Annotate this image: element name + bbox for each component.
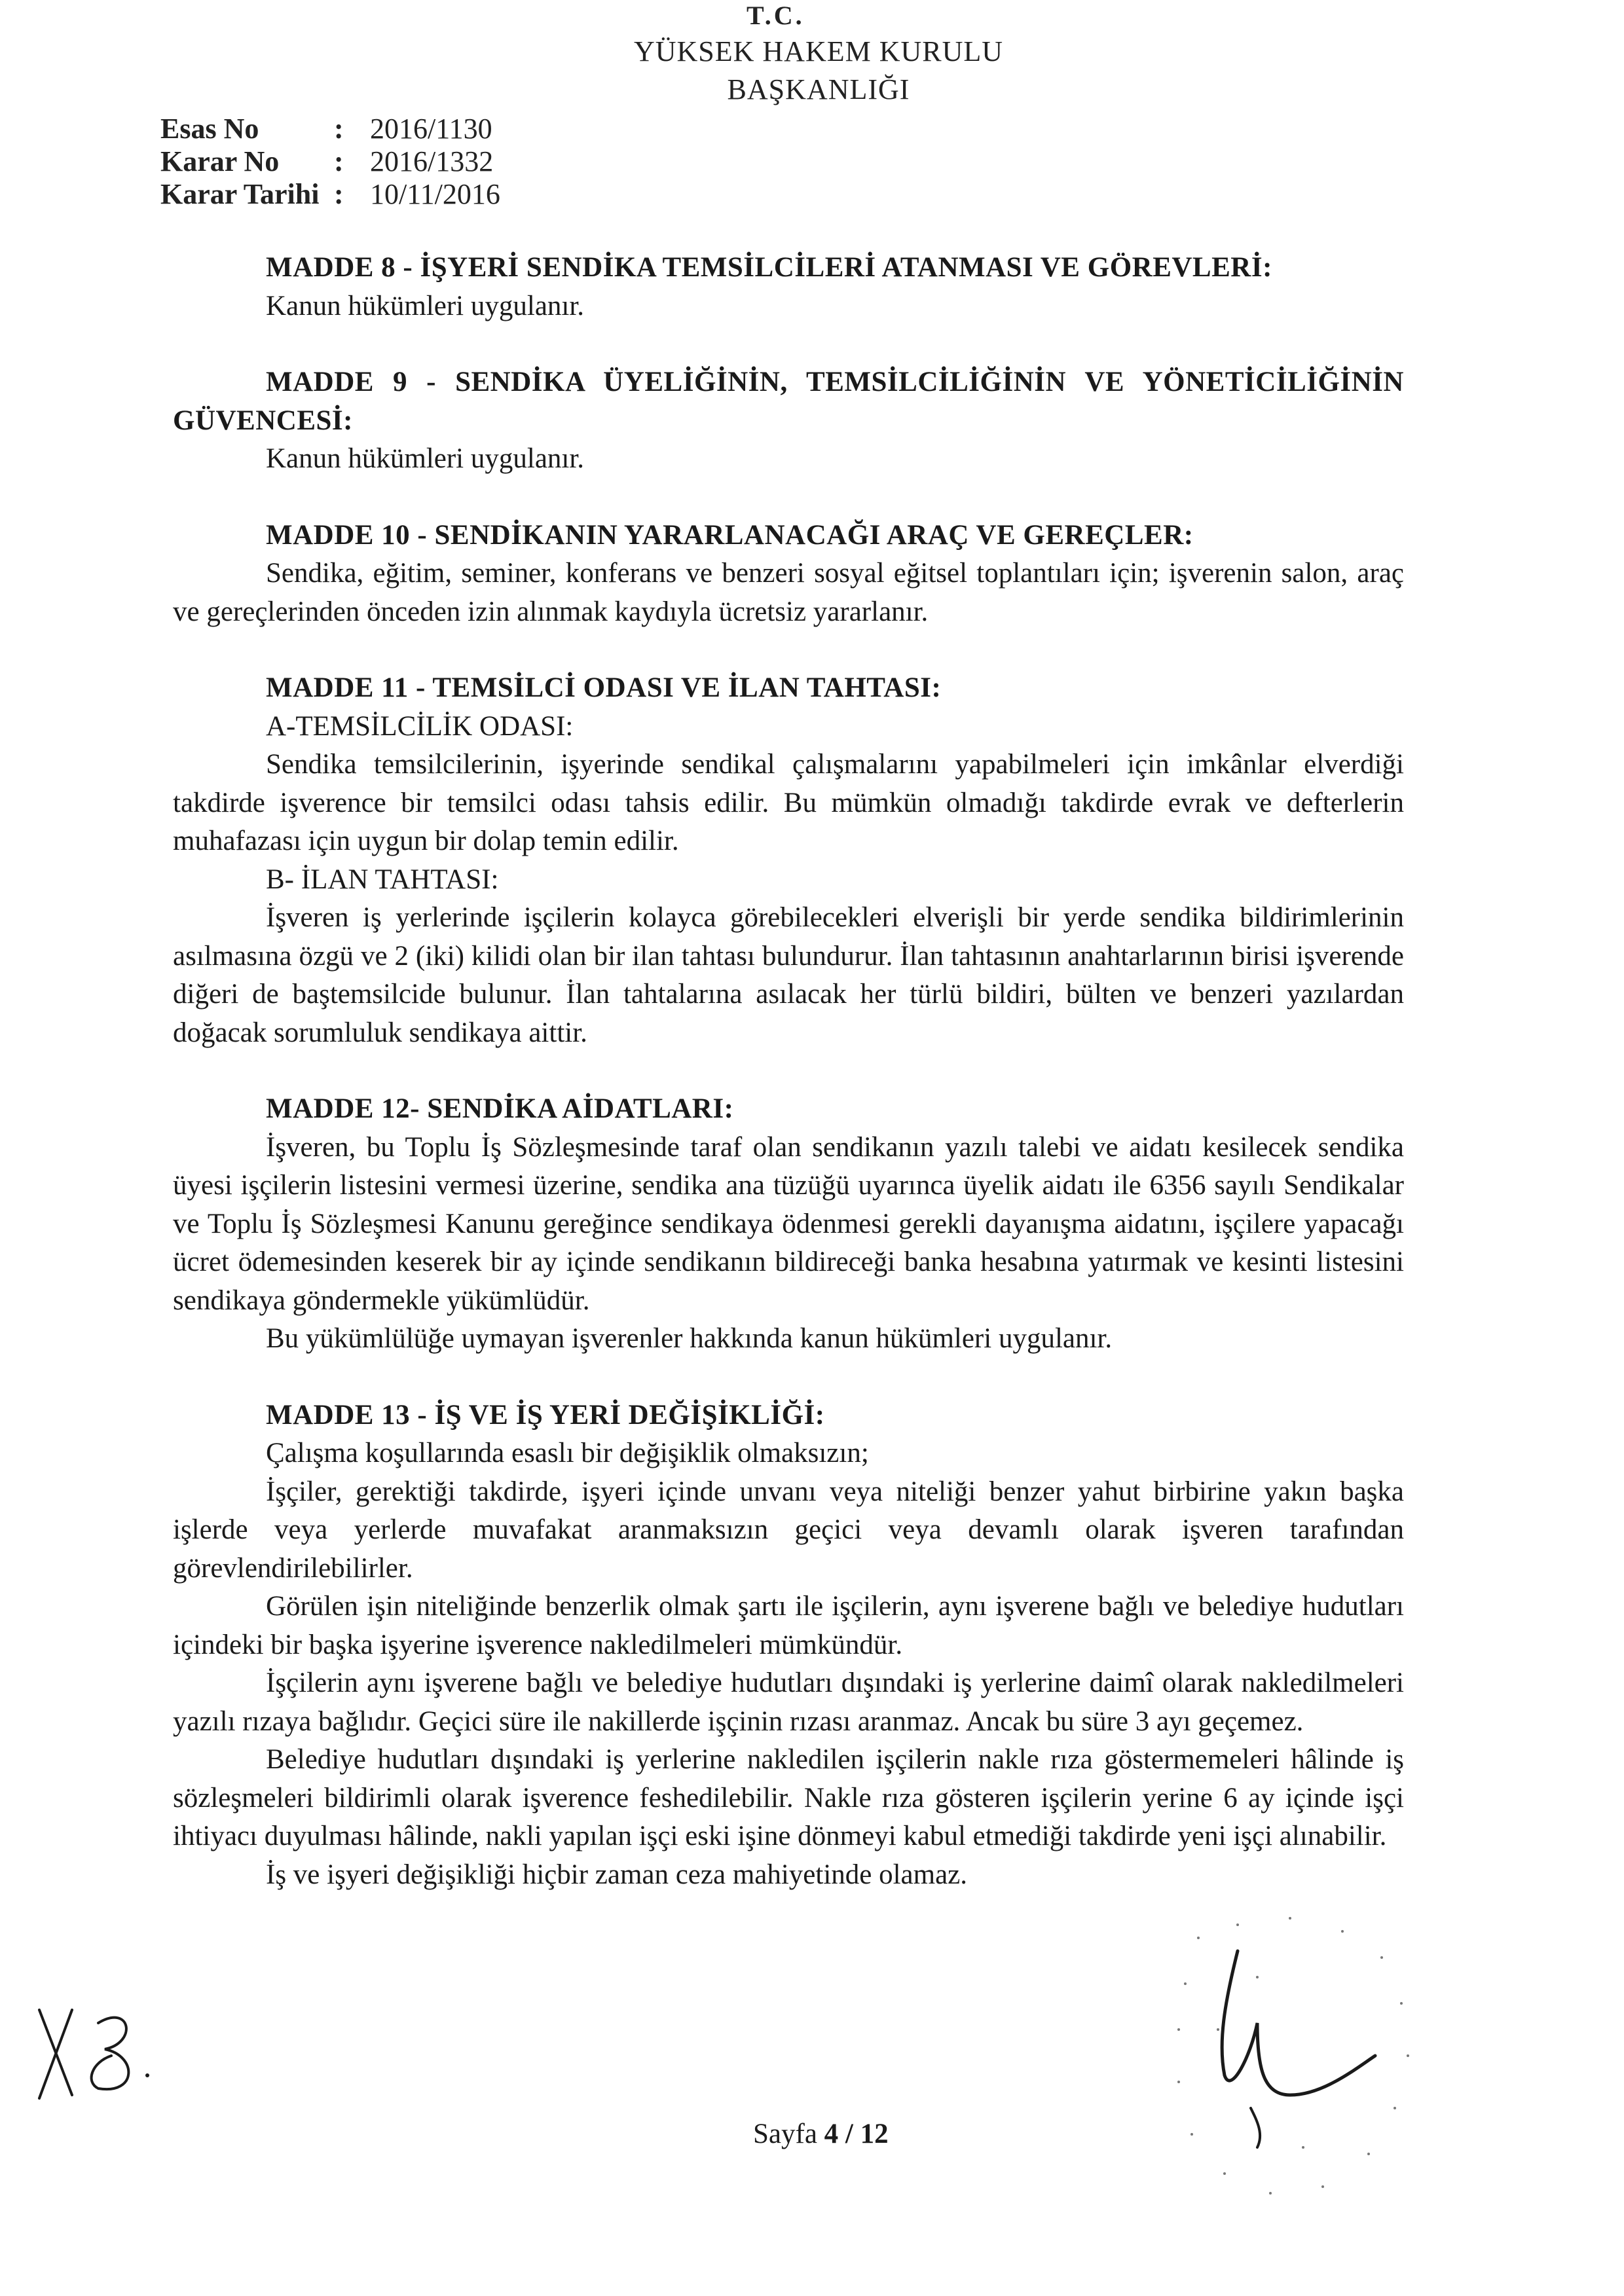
- article-9: [173, 363, 1404, 479]
- article-13: [173, 1396, 1404, 1895]
- top-mark: T.C.: [747, 1, 805, 30]
- document-body: [173, 249, 1404, 1894]
- article-heading: MADDE 12- SENDİKA AİDATLARI:: [266, 1093, 734, 1124]
- meta-value: 2016/1332: [370, 145, 494, 177]
- article-paragraph: Çalışma koşullarında esaslı bir değişiklik olmaksızın;: [266, 1438, 869, 1468]
- section-spacer: [173, 325, 1404, 363]
- meta-value: 10/11/2016: [370, 178, 500, 210]
- section-spacer: [173, 1358, 1404, 1396]
- meta-row-karar: [160, 145, 500, 178]
- page-number: [753, 2118, 889, 2150]
- article-paragraph: Sendika temsilcilerinin, işyerinde sendikal çalışmalarını yapabilmeleri için imkânlar elverdiği takdirde işverence bir temsilci odası tahsis edilir. Bu mümkün olmadığı takdirde evrak ve defterlerin muhafazası için uygun bir dolap temin edilir.: [173, 749, 1404, 856]
- article-paragraph: Görülen işin niteliğinde benzerlik olmak şartı ile işçilerin, aynı işverene bağlı ve belediye hudutları içindeki bir başka işyerine işverence nakledilmeleri mümkündür.: [173, 1591, 1404, 1660]
- page-current: 4: [824, 2119, 839, 2149]
- article-heading: MADDE 13 - İŞ VE İŞ YERİ DEĞİŞİKLİĞİ:: [266, 1399, 825, 1430]
- article-12: [173, 1090, 1404, 1358]
- article-paragraph: İşçiler, gerektiği takdirde, işyeri içinde unvanı veya niteliği benzer yahut birbirine yakın başka işlerde veya yerlerde muvafakat aranmaksızın geçici veya devamlı olarak işveren tarafından görevlendirilebilirler.: [173, 1476, 1404, 1584]
- subsection-title-a: A-TEMSİLCİLİK ODASI:: [266, 710, 574, 742]
- article-10: [173, 517, 1404, 632]
- article-paragraph: Sendika, eğitim, seminer, konferans ve benzeri sosyal eğitsel toplantıları için; işverenin salon, araç ve gereçlerinden önceden izin alınmak kaydıyla ücretsiz yararlanır.: [173, 558, 1404, 627]
- meta-separator: :: [334, 113, 344, 145]
- meta-value: 2016/1130: [370, 113, 492, 145]
- article-paragraph: İşçilerin aynı işverene bağlı ve belediye hudutları dışındaki iş yerlerine daimî olarak nakledilmeleri yazılı rızaya bağlıdır. Geçici süre ile nakillerde işçinin rızası aranmaz. Ancak bu süre 3 ayı geçemez.: [173, 1667, 1404, 1737]
- handwritten-initials-icon: [26, 1984, 157, 2115]
- page-separator: /: [845, 2119, 853, 2149]
- meta-separator: :: [334, 178, 344, 210]
- article-paragraph: Kanun hükümleri uygulanır.: [266, 290, 585, 321]
- article-paragraph: Belediye hudutları dışındaki iş yerlerine nakledilen işçilerin nakle rıza göstermemeleri hâlinde iş sözleşmeleri bildirimli olarak işverence feshedilebilir. Nakle rıza gösteren işçilerin yerine 6 ay içinde işçi ihtiyacı duyulması hâlinde, nakli yapılan işçi eski işine dönmeyi kabul etmediği takdirde yeni işçi alınabilir.: [173, 1744, 1404, 1851]
- article-paragraph: İşveren iş yerlerinde işçilerin kolayca görebilecekleri elverişli bir yerde sendika bildirimlerinin asılmasına özgü ve 2 (iki) kilidi olan bir ilan tahtası bulundurur. İlan tahtasının anahtarlarının birisi işverende diğeri de baştemsilcide bulunur. İlan tahtalarına asılacak her türlü bildiri, bülten ve benzeri yazılardan doğacak sorumluluk sendikaya aittir.: [173, 902, 1404, 1048]
- page-prefix: Sayfa: [753, 2119, 817, 2149]
- section-spacer: [173, 631, 1404, 669]
- meta-label: Karar No: [160, 145, 280, 177]
- article-heading: MADDE 9 - SENDİKA ÜYELİĞİNİN, TEMSİLCİLİĞİNİN VE YÖNETİCİLİĞİNİN GÜVENCESİ:: [173, 367, 1404, 436]
- section-spacer: [173, 1052, 1404, 1090]
- meta-separator: :: [334, 145, 344, 177]
- article-11: [173, 669, 1404, 1052]
- signature-with-seal-icon: [1159, 1899, 1421, 2226]
- meta-row-karar-tarihi: [160, 178, 500, 211]
- page-total: 12: [860, 2119, 889, 2149]
- article-paragraph: İş ve işyeri değişikliği hiçbir zaman ceza mahiyetinde olamaz.: [266, 1859, 968, 1890]
- article-heading: MADDE 10 - SENDİKANIN YARARLANACAĞI ARAÇ VE GEREÇLER:: [266, 519, 1194, 551]
- case-metadata: [160, 113, 500, 211]
- meta-label: Karar Tarihi: [160, 178, 320, 210]
- article-heading: MADDE 8 - İŞYERİ SENDİKA TEMSİLCİLERİ ATANMASI VE GÖREVLERİ:: [266, 252, 1272, 283]
- article-heading: MADDE 11 - TEMSİLCİ ODASI VE İLAN TAHTASI:: [266, 672, 942, 703]
- institution-header: [458, 33, 1179, 109]
- article-8: [173, 249, 1404, 325]
- article-paragraph: Kanun hükümleri uygulanır.: [266, 443, 585, 474]
- article-paragraph: Bu yükümlülüğe uymayan işverenler hakkında kanun hükümleri uygulanır.: [266, 1323, 1113, 1354]
- institution-line-2: BAŞKANLIĞI: [727, 73, 910, 105]
- institution-line-1: YÜKSEK HAKEM KURULU: [633, 35, 1004, 67]
- section-spacer: [173, 479, 1404, 517]
- meta-label: Esas No: [160, 113, 259, 145]
- article-paragraph: İşveren, bu Toplu İş Sözleşmesinde taraf olan sendikanın yazılı talebi ve aidatı kesilecek sendika üyesi işçilerin listesini vermesi üzerine, sendika ana tüzüğü uyarınca üyelik aidatı ile 6356 sayılı Sendikalar ve Toplu İş Sözleşmesi Kanunu gereğince sendikaya ödenmesi gerekli dayanışma aidatını, işçilere yapacağı ücret ödemesinden keserek bir ay içinde sendikanın bildireceği banka hesabına yatırmak ve kesinti listesini sendikaya göndermekle yükümlüdür.: [173, 1131, 1404, 1316]
- subsection-title-b: B- İLAN TAHTASI:: [266, 864, 499, 895]
- meta-row-esas: [160, 113, 500, 145]
